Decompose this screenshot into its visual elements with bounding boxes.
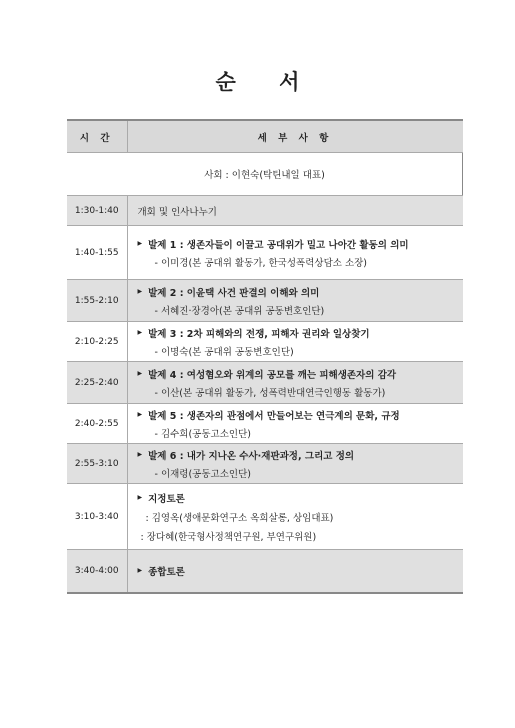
panel-discussion-cell <box>127 484 463 550</box>
panelist: : 김영옥(생애문화연구소 옥희살롱, 상임대표) <box>145 512 334 524</box>
time-cell: 3:40-4:00 <box>67 550 127 593</box>
session-title: 발제 6 : 내가 지나온 수사·재판과정, 그리고 정의 <box>148 450 355 462</box>
session-presenter: - 이미경(본 공대위 활동가, 한국성폭력상담소 소장) <box>154 257 367 269</box>
session-cell <box>127 444 463 484</box>
table-row <box>67 280 463 322</box>
triangle-bullet-icon: ▶ <box>137 288 143 295</box>
page-title: 순 서 <box>215 70 318 94</box>
header-detail: 세 부 사 항 <box>127 120 463 153</box>
table-header <box>67 120 463 153</box>
time-cell: 2:25-2:40 <box>67 362 127 404</box>
triangle-bullet-icon: ▶ <box>137 329 143 336</box>
session-title: 발제 3 : 2차 피해와의 전쟁, 피해자 권리와 일상찾기 <box>148 328 370 340</box>
session-cell <box>127 404 463 444</box>
session-title: 발제 2 : 이윤택 사건 판결의 이해와 의미 <box>148 287 320 299</box>
triangle-bullet-icon: ▶ <box>137 370 143 377</box>
session-title: 종합토론 <box>148 566 185 578</box>
table-row <box>67 444 463 484</box>
time-cell: 2:10-2:25 <box>67 322 127 362</box>
time-cell: 1:40-1:55 <box>67 226 127 280</box>
triangle-bullet-icon: ▶ <box>137 240 143 247</box>
session-cell <box>127 362 463 404</box>
session-cell <box>127 550 463 593</box>
session-cell <box>127 226 463 280</box>
table-row <box>67 404 463 444</box>
opening-text: 개회 및 인사나누기 <box>127 196 463 226</box>
table-row <box>67 196 463 226</box>
session-cell <box>127 322 463 362</box>
triangle-bullet-icon: ▶ <box>137 411 143 418</box>
time-cell: 2:55-3:10 <box>67 444 127 484</box>
session-presenter: - 이재령(공동고소인단) <box>154 468 251 480</box>
table-row <box>67 322 463 362</box>
triangle-bullet-icon: ▶ <box>137 451 143 458</box>
session-presenter: - 김수희(공동고소인단) <box>154 428 251 440</box>
schedule-table <box>67 119 463 594</box>
table-row <box>67 226 463 280</box>
session-presenter: - 이명숙(본 공대위 공동변호인단) <box>154 346 294 358</box>
triangle-bullet-icon: ▶ <box>137 494 143 501</box>
session-presenter: - 서혜진·장경아(본 공대위 공동변호인단) <box>154 305 325 317</box>
header-time: 시 간 <box>67 120 127 153</box>
time-cell: 2:40-2:55 <box>67 404 127 444</box>
session-presenter: - 이산(본 공대위 활동가, 성폭력반대연극인행동 활동가) <box>154 387 386 399</box>
session-title: 발제 4 : 여성혐오와 위계의 공모를 깨는 피해생존자의 감각 <box>148 369 397 381</box>
table-row <box>67 362 463 404</box>
session-title: 발제 1 : 생존자들이 이끌고 공대위가 밀고 나아간 활동의 의미 <box>148 239 409 251</box>
table-row <box>67 550 463 593</box>
triangle-bullet-icon: ▶ <box>137 567 143 575</box>
moderator-text: 사회 : 이현숙(탁틴내일 대표) <box>67 153 463 196</box>
panelist: : 장다혜(한국형사정책연구원, 부연구위원) <box>140 531 317 543</box>
time-cell: 3:10-3:40 <box>67 484 127 550</box>
session-title: 발제 5 : 생존자의 관점에서 만들어보는 연극계의 문화, 규정 <box>148 410 400 422</box>
time-cell: 1:55-2:10 <box>67 280 127 322</box>
session-cell <box>127 280 463 322</box>
table-row <box>67 484 463 550</box>
panel-title: 지정토론 <box>148 493 185 505</box>
time-cell: 1:30-1:40 <box>67 196 127 226</box>
moderator-row <box>67 153 463 196</box>
